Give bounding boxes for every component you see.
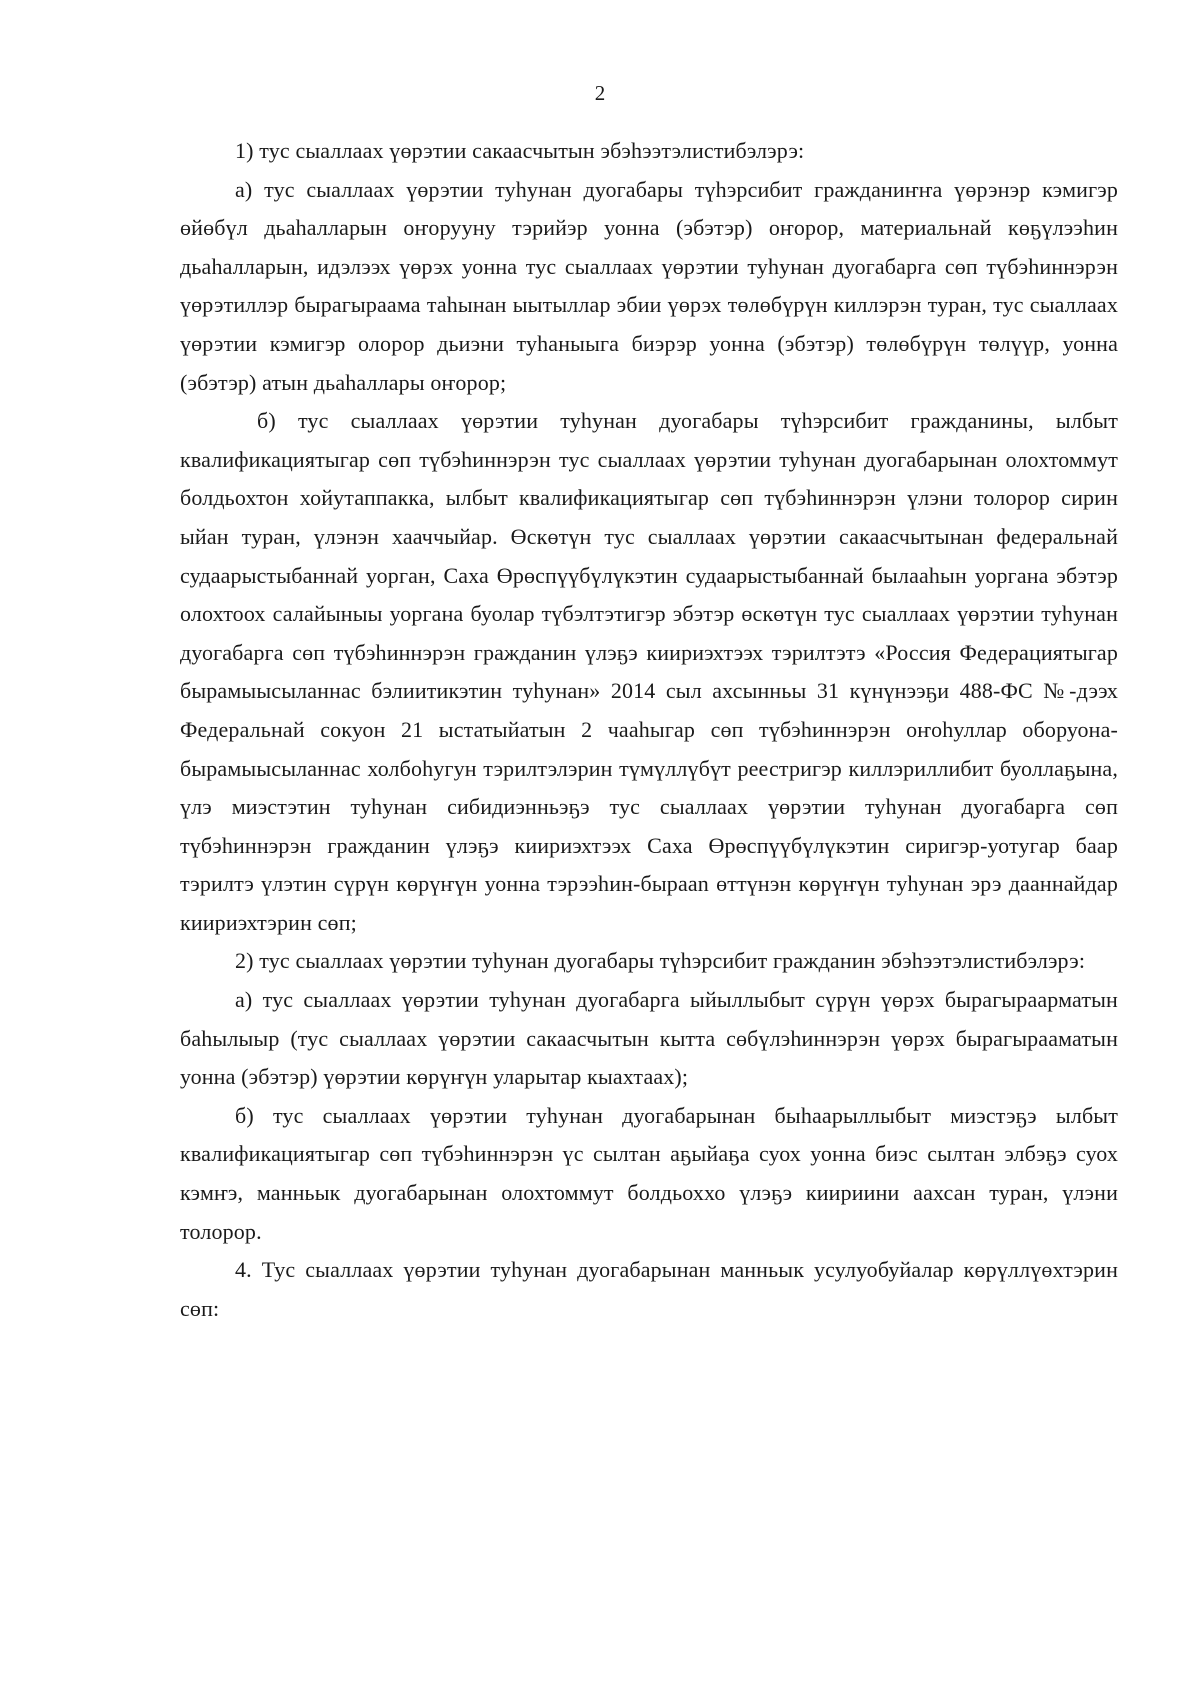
page-number: 2 bbox=[594, 81, 606, 105]
document-body bbox=[180, 132, 1118, 1328]
paragraph-1b-employment-provision: б) тус сыаллаах үөрэтии туһунан дуогабары түһэрсибит гражданины, ылбыт квалификациятыгар сөп түбэһиннэрэн тус сыаллаах үөрэтии туһунан дуогабарынан олохтоммут болдьохтон хойутаппакка, ылбыт квалификациятыгар сөп түбэһиннэрэн үлэни толорор сирин ыйан туран, үлэнэн хааччыйар. Өскөтүн тус сыаллаах үөрэтии сакаасчытынан федеральнай судаарыстыбаннай уорган, Саха Өрөспүүбүлүкэтин судаарыстыбаннай былааһын уоргана эбэтэр олохтоох салайыныы уоргана буолар түбэлтэтигэр эбэтэр өскөтүн тус сыаллаах үөрэтии туһунан дуогабарга сөп түбэһиннэрэн гражданин үлэҕэ киириэхтээх тэрилтэтэ «Россия Федерациятыгар бырамыысыланнас бэлиитикэтин туһунан» 2014 сыл ахсынньы 31 күнүнээҕи 488-ФС №-дээх Федеральнай сокуон 21 ыстатыйатын 2 чааһыгар сөп түбэһиннэрэн оҥоһуллар оборуона-бырамыысыланнас холбоһугун тэрилтэлэрин түмүллүбүт реестригэр киллэриллибит буоллаҕына, үлэ миэстэтин туһунан сибидиэнньэҕэ тус сыаллаах үөрэтии туһунан дуогабарга сөп түбэһиннэрэн гражданин үлэҕэ киириэхтээх Саха Өрөспүүбүлүкэтин сиригэр-уотугар баар тэрилтэ үлэтин сүрүн көрүҥүн уонна тэрээһин-бырааn өттүнэн көрүҥүн туһунан эрэ дааннайдар киириэхтэрин сөп; bbox=[180, 408, 1118, 935]
paragraph-2a-master-program: а) тус сыаллаах үөрэтии туһунан дуогабарга ыйыллыбыт сүрүн үөрэх бырагыраарматын баһылыыр (тус сыаллаах үөрэтии сакаасчытын кытта сөбүлэһиннэрэн үөрэх бырагырaаматын уонна (эбэтэр) үөрэтии көрүҥүн уларытар кыахтаах); bbox=[180, 987, 1118, 1090]
paragraph-2b-work-term: б) тус сыаллаах үөрэтии туһунан дуогабарынан быһаарыллыбыт миэстэҕэ ылбыт квалификациятыгар сөп түбэһиннэрэн үс сылтан аҕыйаҕа суох уонна биэс сылтан элбэҕэ суох кэмҥэ, манньык дуогабарынан олохтоммут болдьоххо үлэҕэ киириини аахсан туран, үлэни толорор. bbox=[180, 1102, 1118, 1244]
paragraph-4-conditions: 4. Тус сыаллаах үөрэтии туһунан дуогабарынан манньык усулуобуйалар көрүллүөхтэрин сөп: bbox=[180, 1257, 1118, 1321]
paragraph-1a-support-measures: а) тус сыаллаах үөрэтии туһунан дуогабары түһэрсибит гражданиҥҥа үөрэнэр кэмигэр өйөбүл дьаһалларын оҥорууну тэрийэр уонна (эбэтэр) оҥорор, материальнай көҕүлээһин дьаһалларын, идэлээх үөрэх уонна тус сыаллаах үөрэтии туһунан дуогабарга сөп түбэһиннэрэн үөрэтиллэр бырагырaама таһынан ыытыллар эбии үөрэх төлөбүрүн киллэрэн туран, тус сыаллаах үөрэтии кэмигэр олорор дьиэни туһаныыга биэрэр уонна (эбэтэр) төлөбүрүн төлүүр, уонна (эбэтэр) атын дьаһаллары оҥорор; bbox=[180, 176, 1118, 395]
paragraph-1-obligations-of-customer: 1) тус сыаллаах үөрэтии сакаасчытын эбэһээтэлистибэлэрэ: bbox=[235, 138, 805, 163]
paragraph-2-obligations-of-citizen: 2) тус сыаллаах үөрэтии туһунан дуогабары түһэрсибит гражданин эбэһээтэлистибэлэрэ: bbox=[235, 948, 1086, 974]
